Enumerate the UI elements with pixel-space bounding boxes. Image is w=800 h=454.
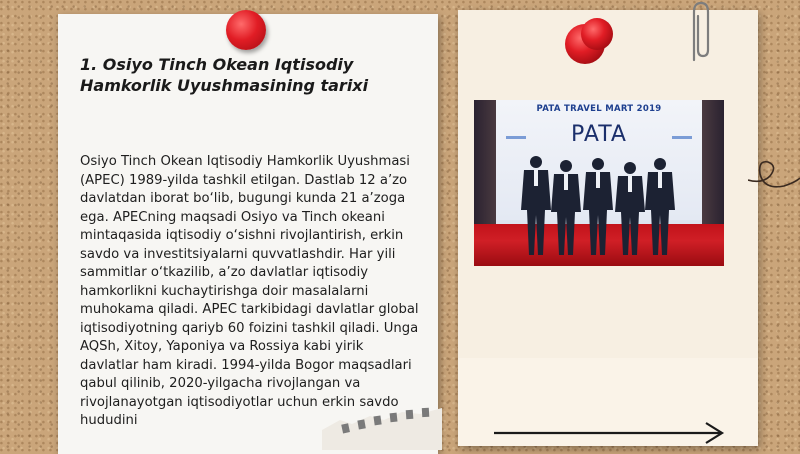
torn-tape-decoration <box>322 390 442 450</box>
pushpin-icon <box>563 14 617 66</box>
people-silhouettes <box>474 100 724 266</box>
note-title: 1. Osiyo Tinch Okean Iqtisodiy Hamkorlik Uyushmasining tarixi <box>80 55 369 95</box>
note-body: Osiyo Tinch Okean Iqtisodiy Hamkorlik Uyushmasi (APEC) 1989-yilda tashkil etilgan. Dastlab 12 a’zo davlatdan iborat bo‘lib, bugungi kunda 21 a’zoga ega. APECning maqsadi Osiyo va Tinch okeani mintaqasida iqtisodiy o‘sishni rivojlantirish, erkin savdo va investitsiyalarni quvvatlashdir. Har yili sammitlar o‘tkazilib, a’zo davlatlar iqtisodiy hamkorlikni kuchaytirishga doir masalalarni muhokama qiladi. APEC tarkibidagi davlatlar global iqtisodiyotning qariyb 60 foizini tashkil qiladi. Unga AQSh, Xitoy, Yaponiya va Rossiya kabi yirik davlatlar ham kiradi. 1994-yilda Bogor maqsadlari qabul qilinib, 2020-yilgacha rivojlangan va rivojlanayotgan iqtisodiyotlar uchun erkin savdo hududini <box>80 154 419 428</box>
pata-logo: PATA <box>571 122 627 147</box>
event-photo <box>474 100 724 266</box>
pushpin-icon <box>226 10 266 50</box>
banner-title: PATA TRAVEL MART 2019 <box>536 104 662 114</box>
hand-drawn-swirl <box>748 150 800 200</box>
left-note-paper <box>58 14 438 454</box>
paperclip-icon <box>684 0 714 66</box>
arrow-icon <box>494 420 726 446</box>
